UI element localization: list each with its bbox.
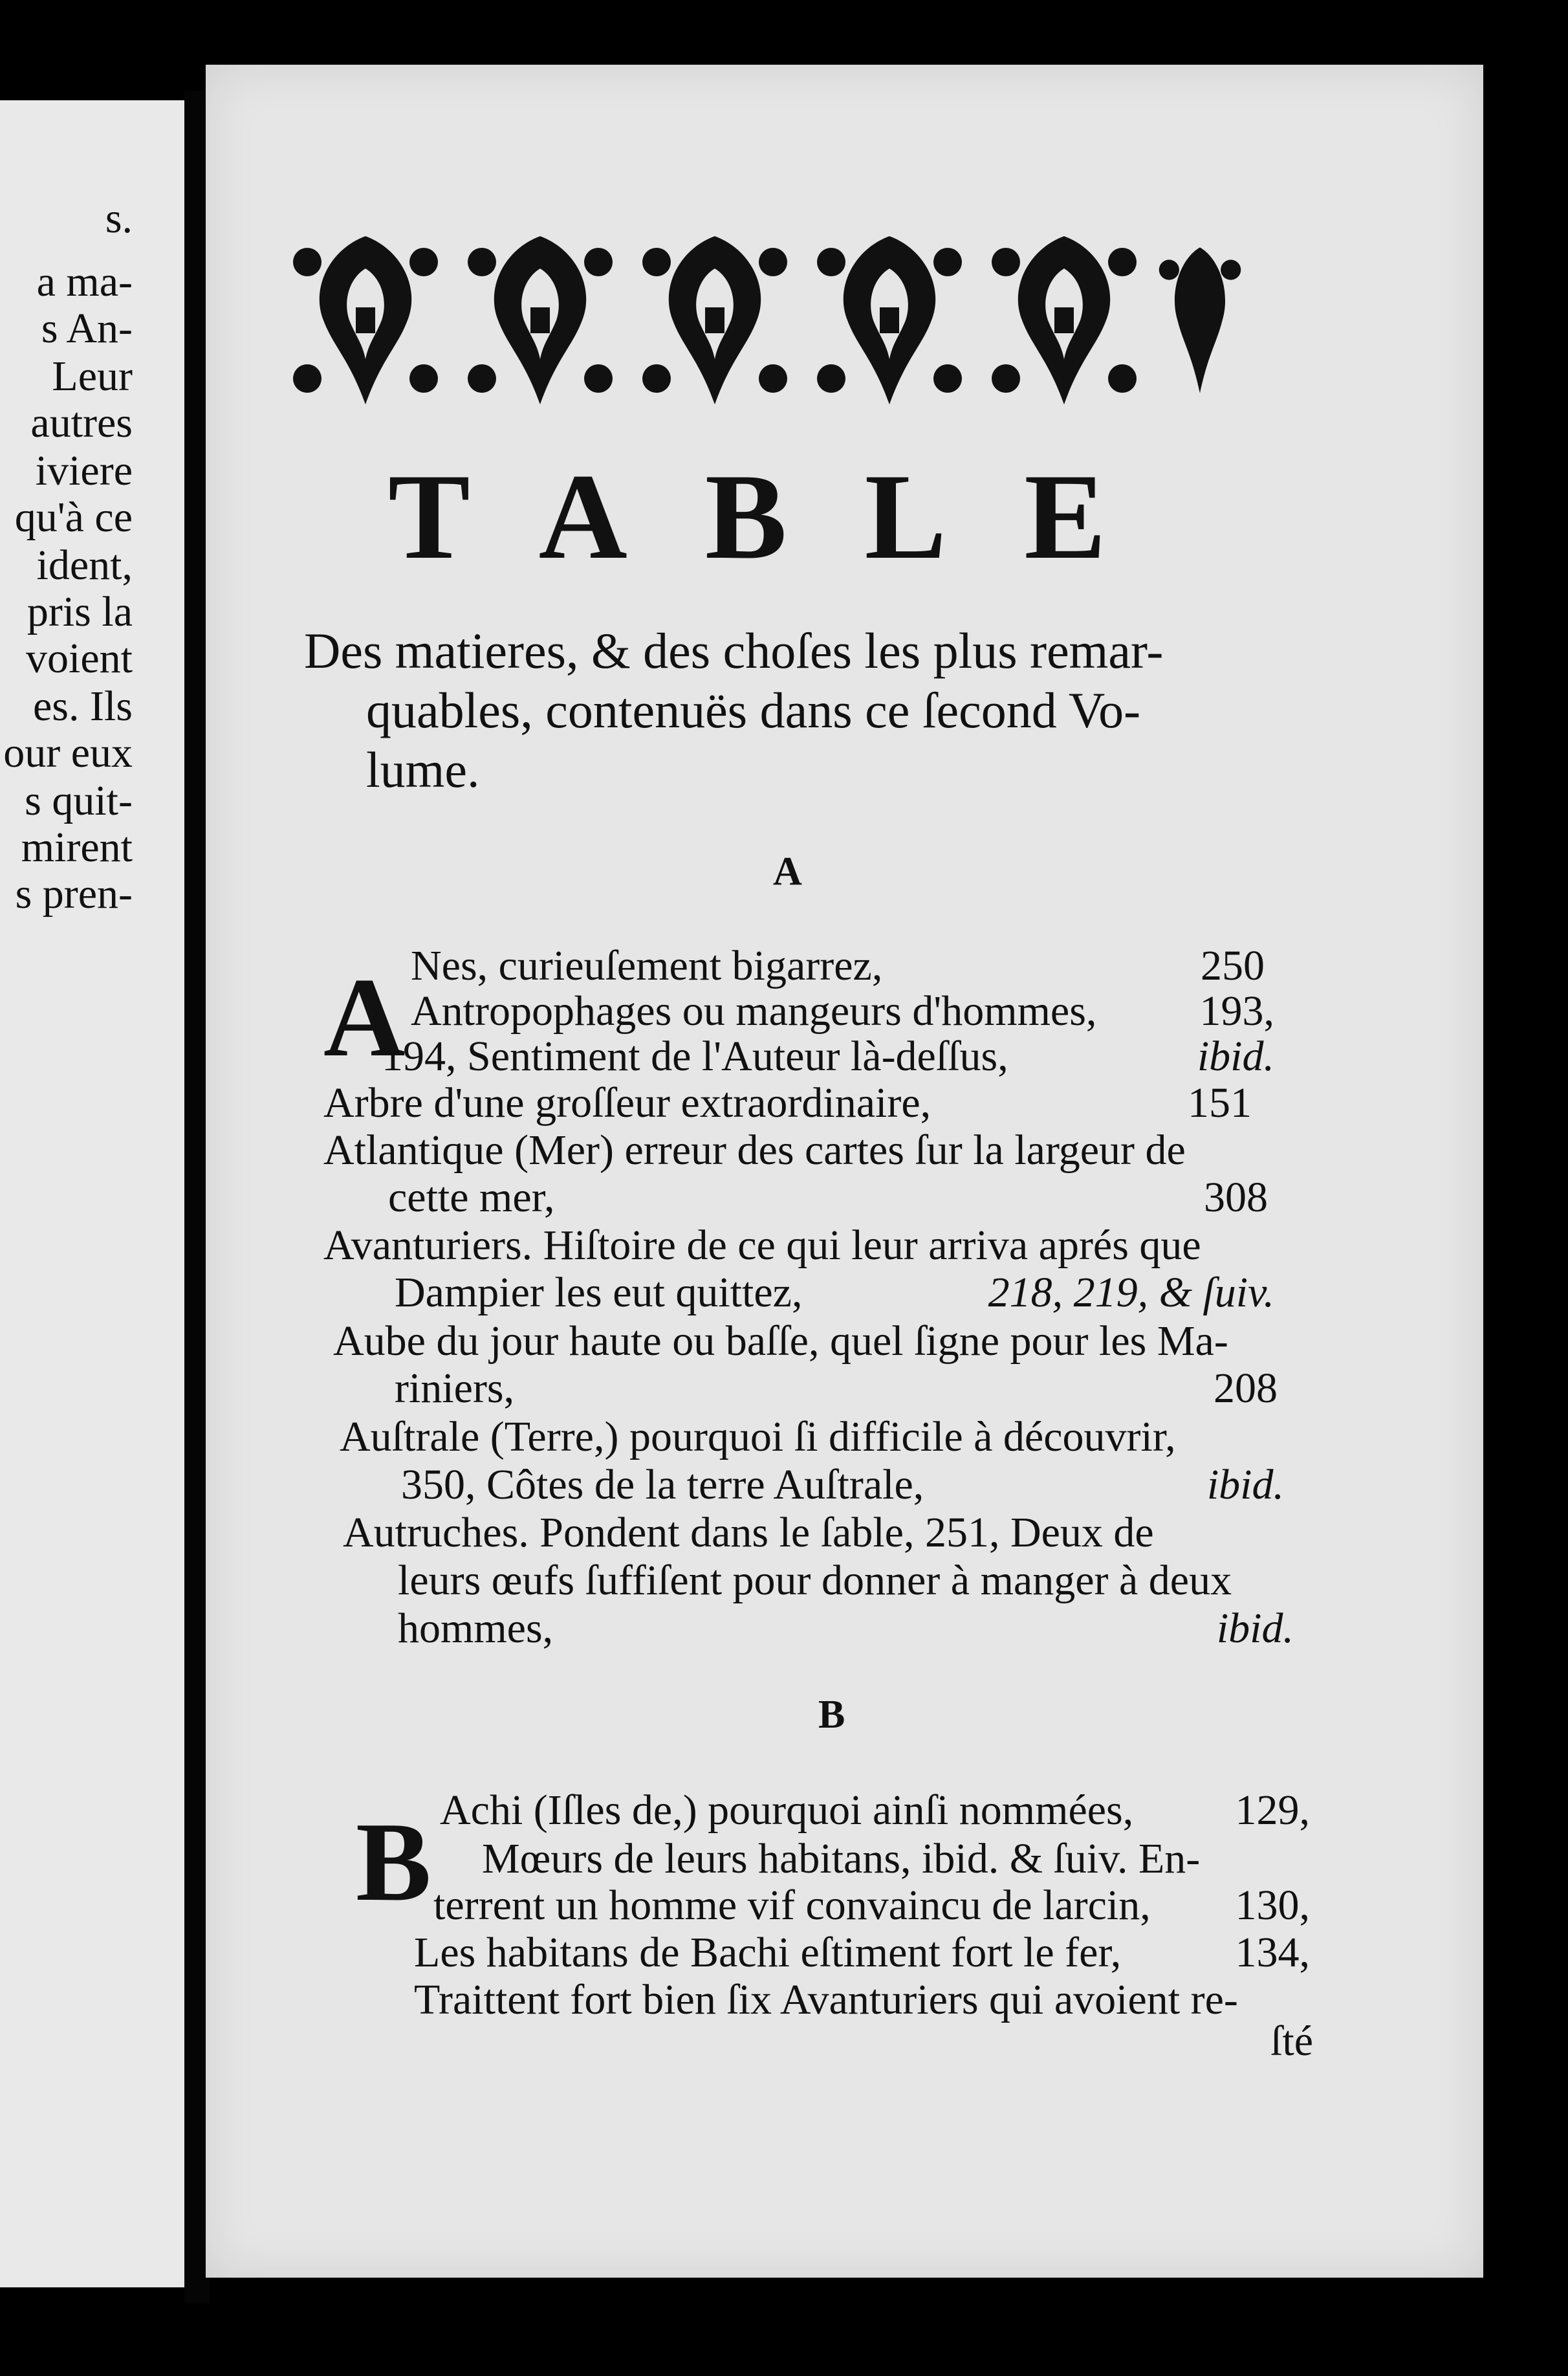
fleuron-band-icon	[285, 214, 1242, 427]
subtitle-line: lume.	[366, 742, 480, 798]
entry-text: hommes,	[398, 1605, 554, 1652]
entry-ref: 151	[1188, 1079, 1252, 1127]
entry-text: cette mer,	[388, 1174, 555, 1221]
index-entry	[414, 1931, 1310, 1974]
index-entry	[411, 942, 1265, 989]
left-line: ident,	[36, 542, 133, 589]
left-line: qu'à ce	[14, 494, 133, 541]
entry-text: Autruches. Pondent dans le ſable, 251, Deux de	[343, 1509, 1154, 1556]
subtitle-line: Des matieres, & des choſes les plus remar-	[304, 622, 1164, 679]
index-entry	[323, 1079, 1252, 1127]
entry-ref: 308	[1204, 1174, 1268, 1221]
index-entry	[401, 1461, 1284, 1508]
page-subtitle	[304, 621, 1255, 800]
entry-ref: ſté	[1270, 2018, 1313, 2065]
left-line: s pren-	[15, 870, 133, 918]
entry-ref: 130,	[1235, 1882, 1310, 1929]
index-entry	[411, 987, 1274, 1035]
entry-ref: 129,	[1235, 1787, 1310, 1834]
fleuron-half-icon	[1158, 223, 1242, 417]
entry-text: Achi (Iſles de,) pourquoi ainſi nommées,	[440, 1787, 1134, 1834]
entry-text: Aube du jour haute ou baſſe, quel ſigne pour les Ma-	[333, 1317, 1228, 1365]
entry-text: Dampier les eut quittez,	[395, 1269, 803, 1316]
subtitle-line: quables, contenuës dans ce ſecond Vo-	[366, 682, 1141, 738]
fleuron-icon	[285, 223, 446, 417]
fleuron-icon	[634, 223, 796, 417]
left-line: voient	[26, 635, 133, 682]
left-line: autres	[30, 399, 133, 446]
index-entry	[340, 1413, 1284, 1460]
index-entry	[398, 1559, 1294, 1602]
index-entry	[343, 1509, 1294, 1556]
left-line: es. Ils	[33, 683, 133, 730]
left-line: s quit-	[25, 777, 133, 824]
section-letter-b: B	[818, 1693, 845, 1737]
entry-text: riniers,	[395, 1365, 515, 1412]
section-letter-a: A	[773, 850, 802, 894]
entry-ref: 134,	[1235, 1929, 1310, 1976]
left-line: iviere	[35, 447, 133, 494]
entry-text: leurs œufs ſuffiſent pour donner à manger à deux	[398, 1557, 1232, 1604]
left-line: pris la	[27, 588, 133, 635]
index-entry	[382, 1035, 1274, 1078]
entry-text: terrent un homme vif convaincu de larcin,	[433, 1882, 1151, 1929]
entry-ref: ibid.	[1206, 1461, 1284, 1508]
entry-ref: ibid.	[1216, 1605, 1294, 1652]
left-line: Leur	[52, 353, 133, 400]
left-line: our eux	[3, 729, 133, 776]
fleuron-icon	[459, 223, 621, 417]
left-line: s An-	[41, 305, 133, 352]
fleuron-icon	[809, 223, 970, 417]
dropcap-b: B	[356, 1799, 431, 1924]
entry-ref: 208	[1214, 1365, 1278, 1412]
entry-text: Avanturiers. Hiſtoire de ce qui leur arriva aprés que	[323, 1222, 1201, 1269]
left-facing-page	[0, 100, 184, 2287]
entry-ref: ibid.	[1197, 1033, 1274, 1080]
left-line: a ma-	[36, 258, 133, 305]
index-entry	[440, 1789, 1310, 1832]
index-entry	[395, 1367, 1278, 1410]
index-entry	[388, 1176, 1268, 1219]
entry-text: Nes, curieuſement bigarrez,	[411, 942, 883, 989]
entry-ref: 218, 219, & ſuiv.	[988, 1269, 1274, 1316]
index-entry	[333, 1317, 1274, 1365]
entry-text: Antropophages ou mangeurs d'hommes,	[411, 987, 1097, 1035]
index-entry	[482, 1835, 1310, 1882]
entry-ref: 193,	[1199, 987, 1274, 1035]
entry-text: 194, Sentiment de l'Auteur là-deſſus,	[382, 1033, 1008, 1080]
index-entry	[433, 1884, 1310, 1927]
index-entry	[414, 1976, 1310, 2023]
entry-text: Traittent fort bien ſix Avanturiers qui avoient re-	[414, 1976, 1238, 2023]
index-entry	[395, 1271, 1274, 1314]
entry-text: Mœurs de leurs habitans, ibid. & ſuiv. En-	[482, 1835, 1201, 1882]
fleuron-icon	[983, 223, 1145, 417]
entry-text: Atlantique (Mer) erreur des cartes ſur la largeur de	[323, 1127, 1186, 1174]
entry-text: 350, Côtes de la terre Auſtrale,	[401, 1461, 924, 1508]
index-entry	[323, 1129, 1274, 1172]
entry-text: Auſtrale (Terre,) pourquoi ſi difficile à découvrir,	[340, 1413, 1176, 1460]
left-line: s.	[105, 195, 133, 242]
index-entry	[398, 1607, 1294, 1650]
entry-ref: 250	[1201, 942, 1265, 989]
left-line: mirent	[21, 824, 133, 871]
entry-text: Les habitans de Bachi eſtiment fort le fer,	[414, 1929, 1122, 1976]
page-title: TABLE	[388, 449, 1184, 585]
dropcap-a: A	[323, 954, 406, 1080]
index-entry	[323, 1224, 1274, 1267]
entry-text: Arbre d'une groſſeur extraordinaire,	[323, 1079, 931, 1127]
